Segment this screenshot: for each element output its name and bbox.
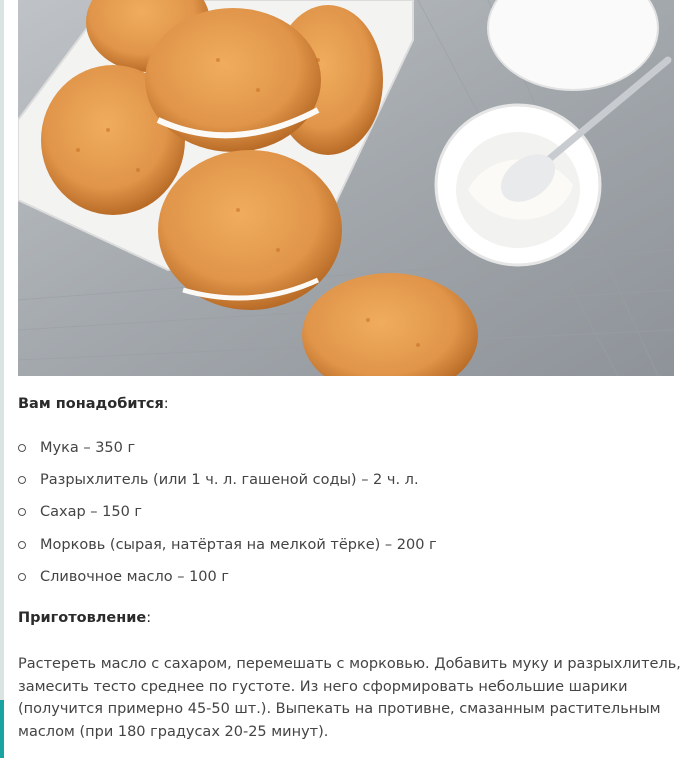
preparation-title: Приготовление	[18, 610, 147, 626]
ingredients-heading	[18, 396, 169, 412]
preparation-heading	[18, 610, 151, 626]
ingredient-text: Сахар – 150 г	[40, 504, 143, 521]
list-item	[18, 501, 678, 533]
recipe-photo	[18, 0, 674, 376]
ingredients-list	[18, 437, 678, 598]
ingredient-text: Разрыхлитель (или 1 ч. л. гашеной соды) – 2 ч. л.	[40, 472, 419, 489]
bullet-icon	[18, 508, 26, 516]
carrot-cookies-image	[18, 0, 674, 376]
list-item	[18, 566, 678, 598]
ingredient-text: Мука – 350 г	[40, 440, 136, 456]
list-item	[18, 437, 678, 469]
bullet-icon	[18, 444, 26, 452]
bullet-icon	[18, 541, 26, 549]
list-item	[18, 534, 678, 566]
preparation-text: Растереть масло с сахаром, перемешать с морковью. Добавить муку и разрыхлитель, замесить тесто среднее по густоте. Из него сформировать небольшие шарики (получится примерно 45-50 шт.). Выпекать на противне, смазанным растительным маслом (при 180 градусах 20-25 минут).	[18, 656, 681, 740]
bullet-icon	[18, 573, 26, 581]
ingredient-text: Морковь (сырая, натёртая на мелкой тёрке) – 200 г	[40, 536, 437, 553]
list-item	[18, 469, 678, 501]
left-accent-bar	[0, 0, 4, 758]
ingredients-title-colon: :	[163, 396, 169, 412]
ingredient-text: Сливочное масло – 100 г	[40, 568, 229, 585]
preparation-title-colon: :	[146, 610, 152, 626]
left-accent-highlight	[0, 700, 4, 758]
bullet-icon	[18, 476, 26, 484]
ingredients-title: Вам понадобится	[18, 396, 164, 412]
